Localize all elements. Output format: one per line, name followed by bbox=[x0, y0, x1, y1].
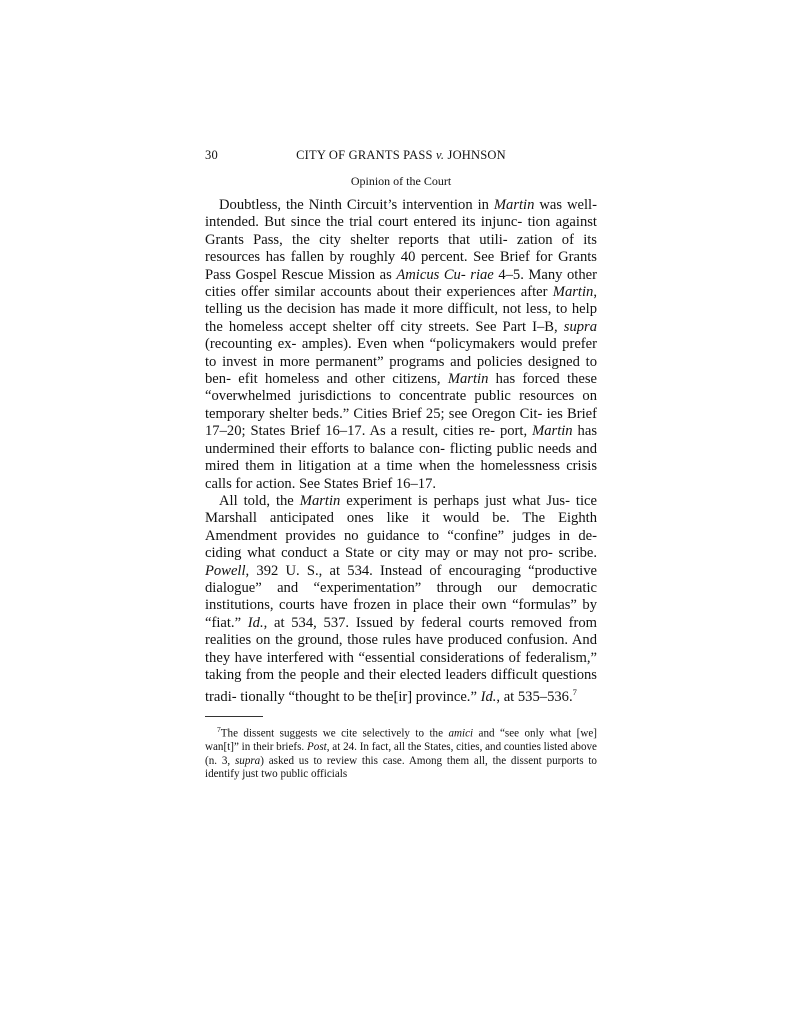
italic-text: riae bbox=[470, 266, 494, 283]
paragraph bbox=[205, 493, 597, 707]
text-segment: made it more difficult, not less, to help the homeless accept bbox=[205, 301, 597, 335]
footnote-marker: 7 bbox=[572, 687, 577, 698]
footnote-marker: 7 bbox=[217, 724, 221, 734]
text-segment: on temporary shelter beds.” Cities Brief 25; see Oregon Cit- bbox=[205, 388, 597, 422]
italic-text: Martin bbox=[299, 492, 341, 509]
case-title-post: JOHNSON bbox=[444, 148, 506, 162]
text-segment: (recounting ex- bbox=[205, 336, 297, 353]
italic-text: Martin bbox=[552, 284, 594, 301]
italic-text: supra bbox=[563, 318, 598, 335]
text-segment: has undermined their efforts to balance con- bbox=[205, 423, 598, 457]
text-segment: democratic institutions, courts have frozen in place their bbox=[205, 579, 597, 614]
opinion-body bbox=[205, 197, 597, 707]
text-segment: tionally “thought to be the[ir] province.” bbox=[240, 689, 481, 706]
italic-text: Amicus Cu- bbox=[396, 266, 466, 283]
text-segment: Doubtless, the Ninth Circuit’s intervention in bbox=[219, 197, 494, 213]
page bbox=[205, 148, 597, 782]
italic-text: Martin bbox=[493, 197, 535, 213]
text-segment: amples). Even when “policymakers would prefer to invest bbox=[205, 336, 597, 370]
italic-text: supra bbox=[234, 754, 261, 767]
italic-text: amici bbox=[448, 727, 474, 740]
text-segment: efit homeless and other citizens, bbox=[238, 371, 448, 388]
text-segment: zation of its resources has fallen by roughly 40 percent. See bbox=[205, 231, 597, 266]
italic-text: Id. bbox=[247, 614, 264, 631]
footnote bbox=[205, 723, 597, 782]
italic-text: Martin bbox=[532, 423, 573, 440]
running-head bbox=[205, 148, 597, 166]
italic-text: Powell bbox=[205, 562, 246, 579]
text-segment: courts removed from realities on the ground, those rules bbox=[205, 614, 598, 649]
text-segment: , at 24. In fact, all the States, bbox=[326, 740, 454, 753]
text-segment: has forced these bbox=[488, 371, 598, 388]
text-segment: ciding what conduct a State or city may or may not pro- bbox=[205, 545, 553, 562]
text-segment: , 392 U. S., at 534. Instead of encouraging bbox=[245, 562, 521, 579]
page-number: 30 bbox=[205, 148, 218, 162]
text-segment: All told, the bbox=[219, 492, 300, 509]
paragraph bbox=[205, 197, 597, 493]
text-segment: have produced confusion. And they have interfered with bbox=[205, 632, 597, 666]
text-segment: was bbox=[534, 197, 563, 213]
text-segment: cities, and counties listed above (n. 3, bbox=[205, 740, 597, 767]
text-segment: when the homelessness crisis calls for action. See States bbox=[205, 458, 598, 492]
text-segment: shelter off city streets. See Part I–B, bbox=[332, 318, 564, 335]
text-segment: ies Brief 17–20; States Brief 16–17. As a result, cities re- bbox=[205, 405, 597, 440]
text-segment: tice Marshall anticipated ones like it would be. The Eighth bbox=[205, 492, 597, 527]
text-segment: in more permanent” programs and policies designed to ben- bbox=[205, 353, 597, 388]
text-segment: Brief 16–17. bbox=[362, 475, 437, 492]
text-segment: “productive dialogue” and “experimentation” through our bbox=[205, 562, 597, 596]
text-segment: ) asked us to review this case. bbox=[260, 754, 405, 767]
case-title-pre: CITY OF GRANTS PASS bbox=[296, 148, 437, 162]
text-segment: “overwhelmed jurisdictions to concentrate public resources bbox=[205, 388, 575, 405]
case-title-v: v. bbox=[436, 148, 445, 162]
text-segment: , telling us the decision has bbox=[205, 284, 597, 318]
text-segment: 4–5. Many other cities offer similar accounts about bbox=[205, 266, 597, 301]
text-segment: tion against Grants Pass, the city shelter reports that utili- bbox=[205, 214, 597, 248]
text-segment: , at 535–536. bbox=[496, 689, 573, 706]
italic-text: Id. bbox=[480, 689, 497, 706]
text-segment: Brief for Grants Pass Gospel Rescue Mission as bbox=[205, 249, 597, 283]
italic-text: Post bbox=[307, 740, 327, 753]
text-segment: people and their elected leaders difficult questions tradi- bbox=[205, 666, 597, 706]
text-segment: port, bbox=[499, 423, 533, 440]
text-segment: Among them all, the dissent purports to identify just two public officials bbox=[205, 754, 597, 781]
text-segment: own “formulas” by “fiat.” bbox=[205, 597, 598, 631]
text-segment: scribe. bbox=[558, 545, 597, 562]
text-segment: well-intended. But since the trial court entered its injunc- bbox=[205, 197, 597, 231]
text-segment: flicting public needs and mired them in litigation at a time bbox=[205, 440, 598, 475]
text-segment: “essential considerations of federalism,” taking from the bbox=[205, 649, 598, 683]
text-segment: and “see only bbox=[473, 727, 545, 740]
case-title bbox=[205, 148, 597, 163]
footnote-divider bbox=[205, 716, 263, 717]
opinion-subtitle: Opinion of the Court bbox=[350, 174, 452, 188]
text-segment: experiment is perhaps just what Jus- bbox=[340, 492, 570, 509]
text-segment: Amendment provides no guidance to “confine” judges in de- bbox=[205, 527, 597, 544]
text-segment: what [we] wan[t]” in their briefs. bbox=[205, 727, 597, 753]
italic-text: Martin bbox=[447, 371, 489, 388]
text-segment: their experiences after bbox=[414, 284, 553, 301]
text-segment: The dissent suggests we cite selectively to the bbox=[220, 727, 449, 740]
text-segment: , at 534, 537. Issued by federal bbox=[263, 614, 462, 631]
